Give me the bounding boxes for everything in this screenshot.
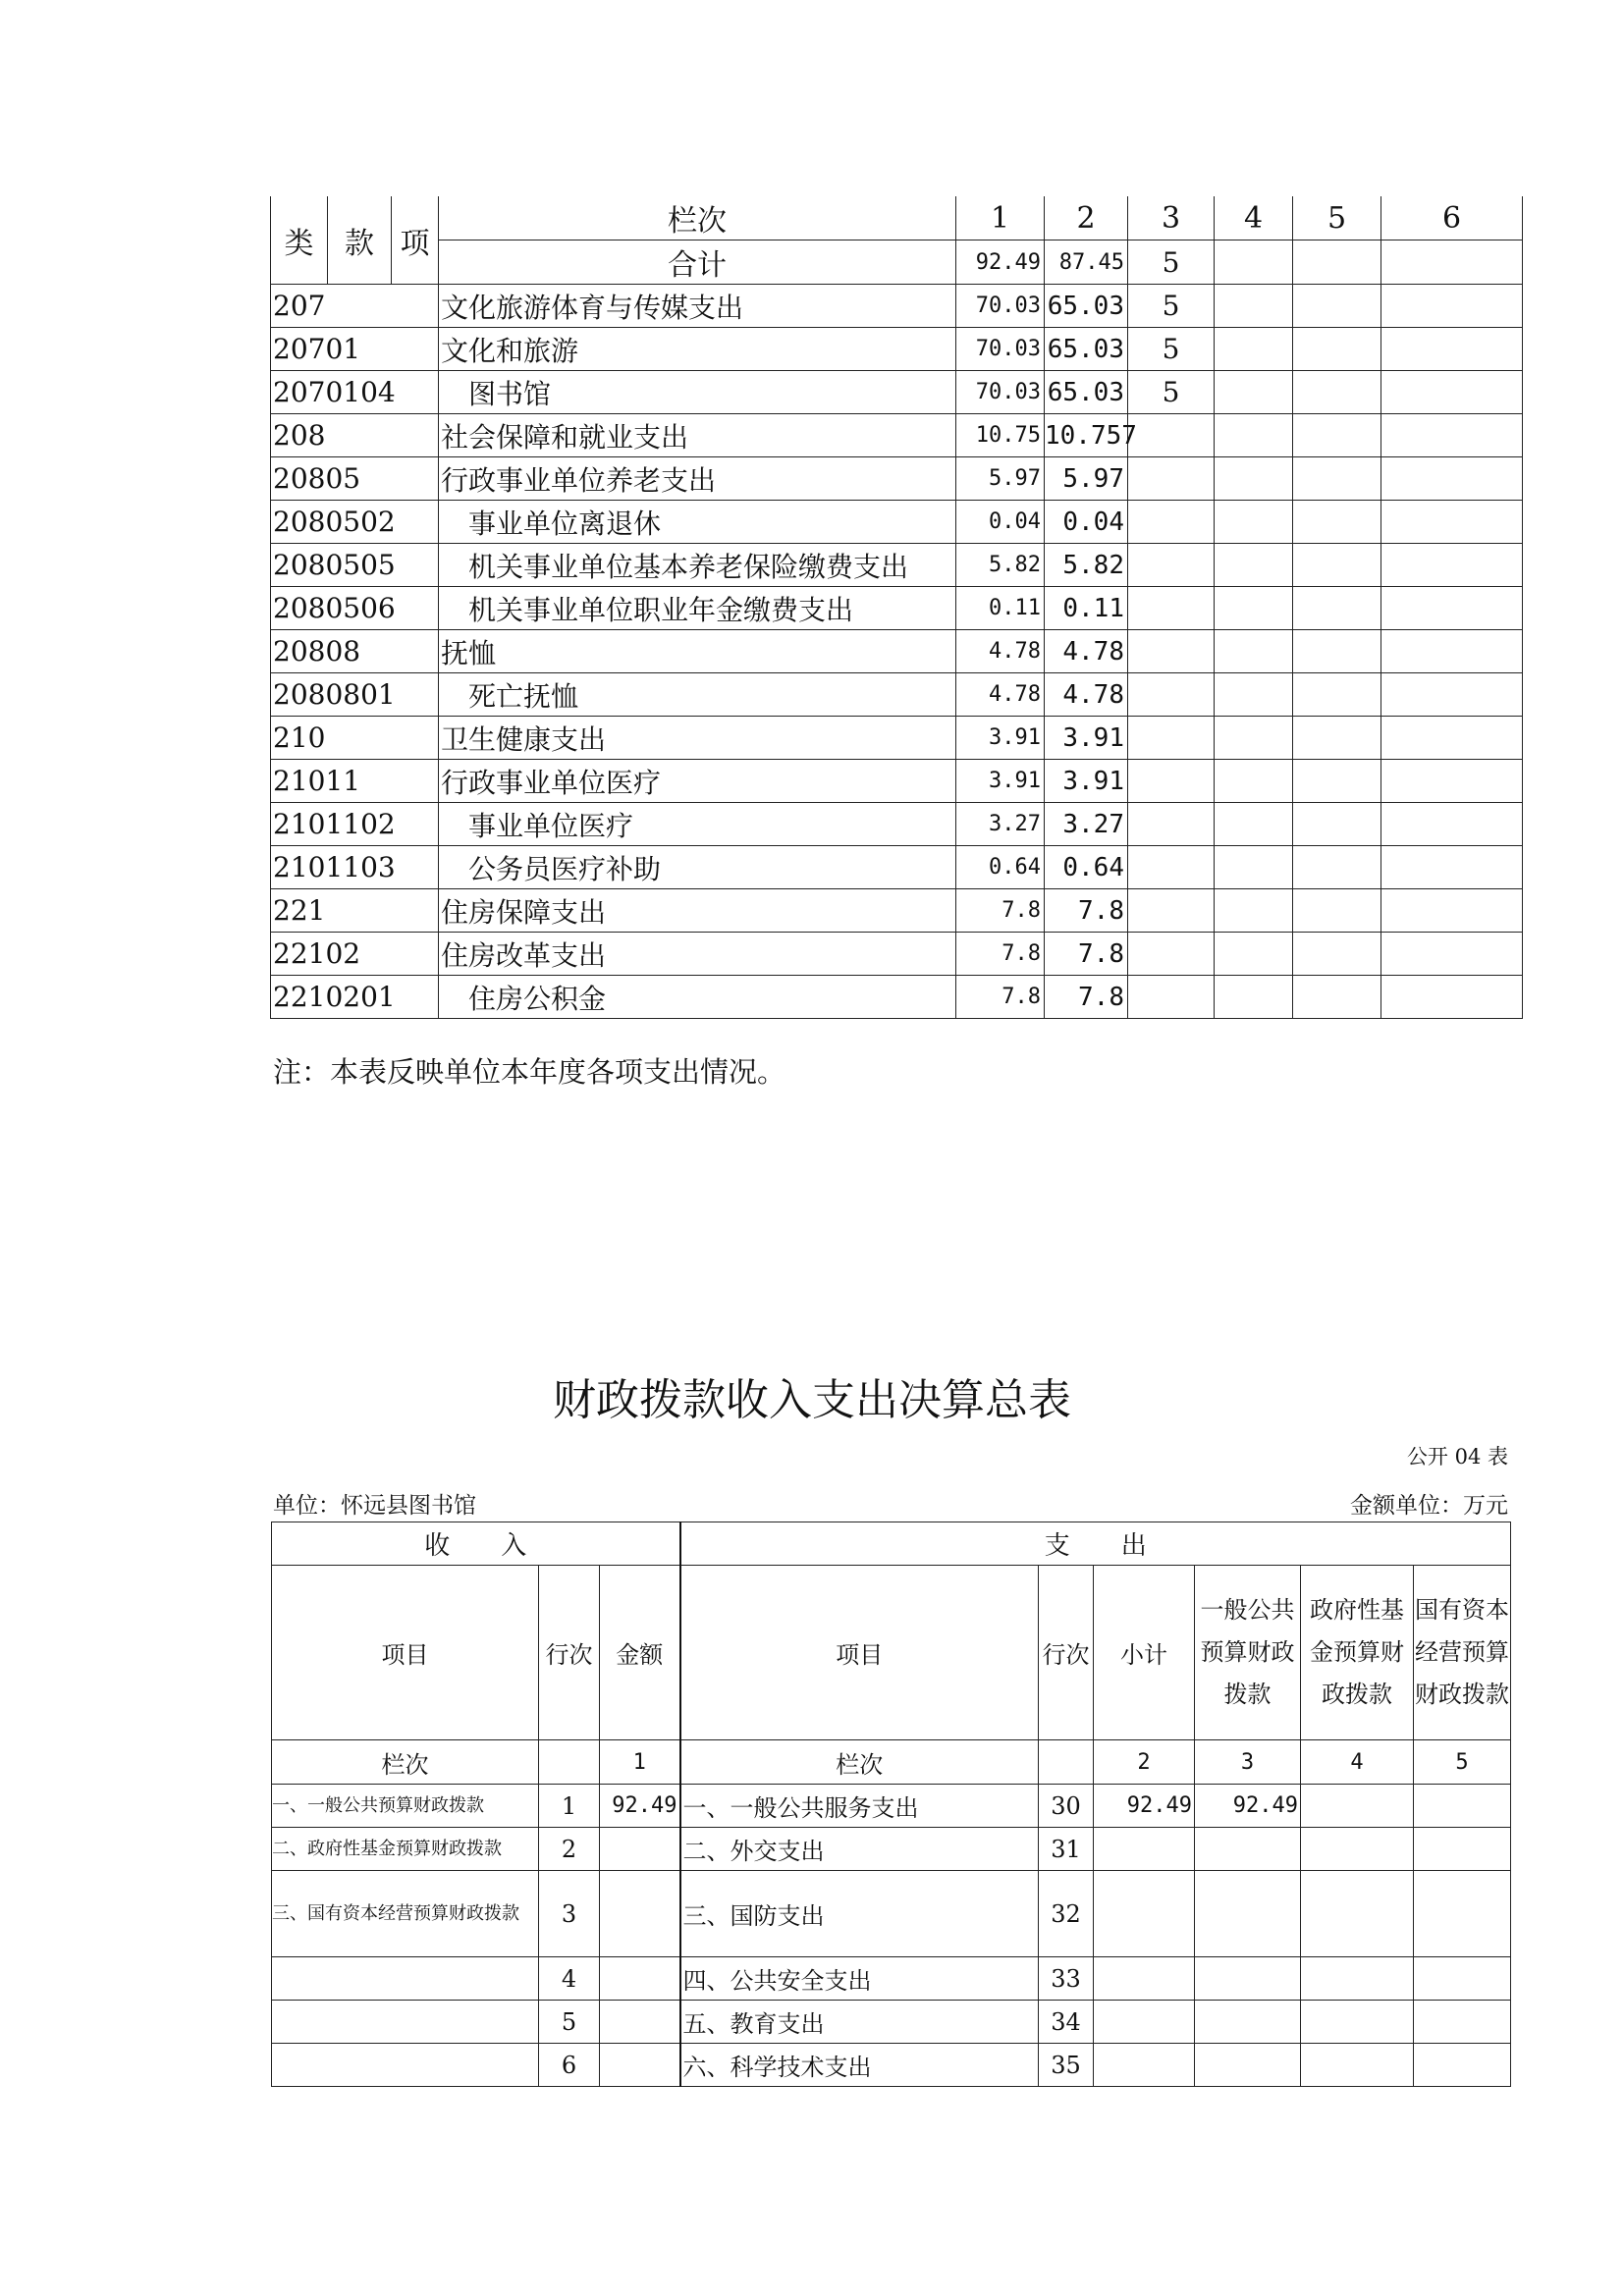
income-line-no: 3 <box>539 1871 600 1957</box>
table-row <box>272 1871 1511 1957</box>
income-line-no: 2 <box>539 1828 600 1871</box>
expense-general <box>1195 2001 1301 2044</box>
expense-line-no: 33 <box>1039 1957 1094 2001</box>
row-code: 22102 <box>271 933 439 976</box>
row-value-2: 4.78 <box>1045 673 1128 717</box>
row-value-1: 7.8 <box>956 889 1045 933</box>
row-value-1: 5.82 <box>956 544 1045 587</box>
expense-item: 一、一般公共服务支出 <box>680 1785 1039 1828</box>
expense-fund <box>1301 1828 1414 1871</box>
row-value-5 <box>1293 846 1381 889</box>
money-unit-label: 金额单位：万元 <box>1350 1493 1508 1519</box>
expense-general <box>1195 1957 1301 2001</box>
income-amount <box>600 1828 680 1871</box>
income-item: 一、一般公共预算财政拨款 <box>272 1785 539 1828</box>
total-value <box>1293 240 1381 285</box>
row-value-1: 10.75 <box>956 414 1045 457</box>
row-value-6 <box>1381 673 1523 717</box>
row-value-3 <box>1128 933 1215 976</box>
row-code: 2101103 <box>271 846 439 889</box>
table-row <box>271 285 1523 328</box>
expense-subtotal <box>1094 1957 1195 2001</box>
col-amount: 金额 <box>600 1566 680 1740</box>
table-row <box>271 933 1523 976</box>
row-value-5 <box>1293 673 1381 717</box>
table-row <box>271 976 1523 1019</box>
row-value-1: 7.8 <box>956 933 1045 976</box>
expense-subtotal: 92.49 <box>1094 1785 1195 1828</box>
table-row <box>271 846 1523 889</box>
header-col: 4 <box>1215 196 1293 240</box>
row-name: 事业单位离退休 <box>439 501 956 544</box>
row-code: 207 <box>271 285 439 328</box>
header-col: 1 <box>956 196 1045 240</box>
row-value-2: 3.91 <box>1045 760 1128 803</box>
row-value-6 <box>1381 717 1523 760</box>
row-value-1: 4.78 <box>956 630 1045 673</box>
income-amount <box>600 2001 680 2044</box>
row-value-1: 3.27 <box>956 803 1045 846</box>
row-name: 抚恤 <box>439 630 956 673</box>
table-row <box>271 587 1523 630</box>
header-col: 5 <box>1293 196 1381 240</box>
row-code: 221 <box>271 889 439 933</box>
expense-line-no: 32 <box>1039 1871 1094 1957</box>
row-value-4 <box>1215 889 1293 933</box>
table-row <box>272 1828 1511 1871</box>
row-value-5 <box>1293 630 1381 673</box>
table-row <box>271 673 1523 717</box>
row-value-5 <box>1293 285 1381 328</box>
row-value-2: 65.03 <box>1045 285 1128 328</box>
row-name: 公务员医疗补助 <box>439 846 956 889</box>
row-value-2: 65.03 <box>1045 328 1128 371</box>
row-value-6 <box>1381 414 1523 457</box>
table-row <box>272 2001 1511 2044</box>
lanci-cell <box>1039 1740 1094 1785</box>
row-value-6 <box>1381 328 1523 371</box>
unit-label: 单位：怀远县图书馆 <box>273 1493 476 1519</box>
row-value-6 <box>1381 457 1523 501</box>
income-amount: 92.49 <box>600 1785 680 1828</box>
lanci-num: 5 <box>1414 1740 1511 1785</box>
row-value-6 <box>1381 933 1523 976</box>
income-line-no: 1 <box>539 1785 600 1828</box>
header-col: 3 <box>1128 196 1215 240</box>
table-row <box>271 457 1523 501</box>
lanci-cell <box>539 1740 600 1785</box>
expense-fund <box>1301 2044 1414 2087</box>
row-name: 社会保障和就业支出 <box>439 414 956 457</box>
row-value-4 <box>1215 673 1293 717</box>
row-value-5 <box>1293 414 1381 457</box>
row-value-5 <box>1293 457 1381 501</box>
row-value-3 <box>1128 760 1215 803</box>
col-item: 项目 <box>272 1566 539 1740</box>
expense-general <box>1195 1828 1301 1871</box>
row-value-2: 5.82 <box>1045 544 1128 587</box>
row-value-6 <box>1381 630 1523 673</box>
expense-state <box>1414 1785 1511 1828</box>
lanci-num: 3 <box>1195 1740 1301 1785</box>
row-value-6 <box>1381 889 1523 933</box>
row-value-1: 7.8 <box>956 976 1045 1019</box>
row-value-5 <box>1293 544 1381 587</box>
row-value-5 <box>1293 717 1381 760</box>
row-value-4 <box>1215 933 1293 976</box>
row-value-4 <box>1215 414 1293 457</box>
income-item <box>272 2001 539 2044</box>
row-value-6 <box>1381 285 1523 328</box>
row-value-4 <box>1215 846 1293 889</box>
table-row <box>272 1785 1511 1828</box>
row-value-3 <box>1128 544 1215 587</box>
row-code: 2080505 <box>271 544 439 587</box>
row-value-2: 10.757 <box>1045 414 1128 457</box>
expense-state <box>1414 2044 1511 2087</box>
row-value-3: 5 <box>1128 285 1215 328</box>
row-value-5 <box>1293 933 1381 976</box>
row-value-2: 5.97 <box>1045 457 1128 501</box>
expense-line-no: 35 <box>1039 2044 1094 2087</box>
row-value-3 <box>1128 803 1215 846</box>
expense-subtotal <box>1094 1828 1195 1871</box>
row-value-1: 3.91 <box>956 760 1045 803</box>
row-value-6 <box>1381 371 1523 414</box>
row-value-4 <box>1215 501 1293 544</box>
income-line-no: 4 <box>539 1957 600 2001</box>
col-subtotal: 小计 <box>1094 1566 1195 1740</box>
expense-item: 五、教育支出 <box>680 2001 1039 2044</box>
row-value-3 <box>1128 630 1215 673</box>
row-value-4 <box>1215 587 1293 630</box>
header-col: 6 <box>1381 196 1523 240</box>
row-code: 20805 <box>271 457 439 501</box>
row-name: 住房保障支出 <box>439 889 956 933</box>
total-value <box>1215 240 1293 285</box>
header-lei: 类 <box>271 196 328 285</box>
row-value-4 <box>1215 371 1293 414</box>
col-general: 一般公共预算财政拨款 <box>1195 1566 1301 1740</box>
row-value-1: 70.03 <box>956 328 1045 371</box>
row-value-1: 3.91 <box>956 717 1045 760</box>
income-header: 收 入 <box>272 1522 680 1566</box>
expense-general: 92.49 <box>1195 1785 1301 1828</box>
row-name: 卫生健康支出 <box>439 717 956 760</box>
expense-item: 三、国防支出 <box>680 1871 1039 1957</box>
row-code: 208 <box>271 414 439 457</box>
income-amount <box>600 1871 680 1957</box>
total-label: 合计 <box>439 240 956 285</box>
total-value: 92.49 <box>956 240 1045 285</box>
expense-state <box>1414 1828 1511 1871</box>
income-item: 三、国有资本经营预算财政拨款 <box>272 1871 539 1957</box>
expense-item: 二、外交支出 <box>680 1828 1039 1871</box>
income-amount <box>600 1957 680 2001</box>
expense-state <box>1414 1957 1511 2001</box>
table-row <box>271 414 1523 457</box>
row-value-5 <box>1293 889 1381 933</box>
lanci-num: 2 <box>1094 1740 1195 1785</box>
row-value-5 <box>1293 371 1381 414</box>
expense-fund <box>1301 1871 1414 1957</box>
expense-fund <box>1301 1957 1414 2001</box>
lanci-label: 栏次 <box>680 1740 1039 1785</box>
row-value-2: 0.11 <box>1045 587 1128 630</box>
row-value-6 <box>1381 846 1523 889</box>
row-name: 文化旅游体育与传媒支出 <box>439 285 956 328</box>
row-value-6 <box>1381 976 1523 1019</box>
row-value-3 <box>1128 501 1215 544</box>
expense-item: 四、公共安全支出 <box>680 1957 1039 2001</box>
row-value-4 <box>1215 630 1293 673</box>
row-name: 事业单位医疗 <box>439 803 956 846</box>
row-value-4 <box>1215 717 1293 760</box>
row-value-2: 0.04 <box>1045 501 1128 544</box>
table-code: 公开 04 表 <box>1406 1445 1508 1468</box>
table-row <box>272 2044 1511 2087</box>
row-value-1: 5.97 <box>956 457 1045 501</box>
expense-fund <box>1301 1785 1414 1828</box>
table-row <box>271 630 1523 673</box>
row-name: 机关事业单位基本养老保险缴费支出 <box>439 544 956 587</box>
row-code: 20808 <box>271 630 439 673</box>
row-value-3 <box>1128 414 1215 457</box>
income-line-no: 5 <box>539 2001 600 2044</box>
row-value-2: 65.03 <box>1045 371 1128 414</box>
row-value-5 <box>1293 328 1381 371</box>
total-value: 5 <box>1128 240 1215 285</box>
row-value-1: 0.11 <box>956 587 1045 630</box>
row-value-3 <box>1128 587 1215 630</box>
table-row <box>271 371 1523 414</box>
expense-fund <box>1301 2001 1414 2044</box>
table-row <box>272 1957 1511 2001</box>
row-value-4 <box>1215 976 1293 1019</box>
row-value-1: 4.78 <box>956 673 1045 717</box>
row-value-6 <box>1381 760 1523 803</box>
row-value-3: 5 <box>1128 371 1215 414</box>
row-value-6 <box>1381 803 1523 846</box>
table-row <box>271 760 1523 803</box>
row-value-1: 70.03 <box>956 285 1045 328</box>
row-value-4 <box>1215 760 1293 803</box>
header-kuan: 款 <box>328 196 392 285</box>
row-code: 21011 <box>271 760 439 803</box>
lanci-num: 1 <box>600 1740 680 1785</box>
row-value-4 <box>1215 544 1293 587</box>
row-value-4 <box>1215 803 1293 846</box>
row-value-6 <box>1381 544 1523 587</box>
header-col: 2 <box>1045 196 1128 240</box>
col-hangci: 行次 <box>1039 1566 1094 1740</box>
row-name: 图书馆 <box>439 371 956 414</box>
row-value-3 <box>1128 846 1215 889</box>
table-row <box>271 717 1523 760</box>
row-name: 文化和旅游 <box>439 328 956 371</box>
col-item: 项目 <box>680 1566 1039 1740</box>
row-value-3 <box>1128 889 1215 933</box>
row-code: 2210201 <box>271 976 439 1019</box>
row-value-5 <box>1293 587 1381 630</box>
row-value-3 <box>1128 457 1215 501</box>
row-value-2: 3.27 <box>1045 803 1128 846</box>
row-value-1: 70.03 <box>956 371 1045 414</box>
row-name: 住房改革支出 <box>439 933 956 976</box>
row-value-2: 7.8 <box>1045 889 1128 933</box>
row-value-3 <box>1128 717 1215 760</box>
income-item: 二、政府性基金预算财政拨款 <box>272 1828 539 1871</box>
expense-general <box>1195 2044 1301 2087</box>
table-row <box>271 803 1523 846</box>
expense-general <box>1195 1871 1301 1957</box>
income-item <box>272 1957 539 2001</box>
income-item <box>272 2044 539 2087</box>
row-value-6 <box>1381 587 1523 630</box>
table-row <box>271 889 1523 933</box>
total-value <box>1381 240 1523 285</box>
row-value-4 <box>1215 457 1293 501</box>
expense-subtotal <box>1094 1871 1195 1957</box>
row-code: 2080506 <box>271 587 439 630</box>
col-state: 国有资本经营预算财政拨款 <box>1414 1566 1511 1740</box>
expense-subtotal <box>1094 2044 1195 2087</box>
expense-state <box>1414 2001 1511 2044</box>
lanci-num: 4 <box>1301 1740 1414 1785</box>
col-fund: 政府性基金预算财政拨款 <box>1301 1566 1414 1740</box>
expense-line-no: 30 <box>1039 1785 1094 1828</box>
table-row <box>271 544 1523 587</box>
row-value-4 <box>1215 285 1293 328</box>
row-code: 210 <box>271 717 439 760</box>
row-name: 行政事业单位养老支出 <box>439 457 956 501</box>
row-name: 行政事业单位医疗 <box>439 760 956 803</box>
row-value-3: 5 <box>1128 328 1215 371</box>
row-value-2: 7.8 <box>1045 976 1128 1019</box>
row-code: 2070104 <box>271 371 439 414</box>
row-value-3 <box>1128 976 1215 1019</box>
row-value-1: 0.64 <box>956 846 1045 889</box>
table-row <box>271 501 1523 544</box>
header-lanci: 栏次 <box>439 196 956 240</box>
lanci-label: 栏次 <box>272 1740 539 1785</box>
income-line-no: 6 <box>539 2044 600 2087</box>
expense-header: 支 出 <box>680 1522 1511 1566</box>
row-code: 2101102 <box>271 803 439 846</box>
row-name: 住房公积金 <box>439 976 956 1019</box>
row-name: 死亡抚恤 <box>439 673 956 717</box>
table-note: 注：本表反映单位本年度各项支出情况。 <box>273 1055 786 1089</box>
row-name: 机关事业单位职业年金缴费支出 <box>439 587 956 630</box>
total-value: 87.45 <box>1045 240 1128 285</box>
row-code: 2080502 <box>271 501 439 544</box>
income-amount <box>600 2044 680 2087</box>
expense-line-no: 31 <box>1039 1828 1094 1871</box>
row-value-2: 0.64 <box>1045 846 1128 889</box>
row-value-2: 3.91 <box>1045 717 1128 760</box>
row-value-2: 4.78 <box>1045 630 1128 673</box>
table-row <box>271 328 1523 371</box>
expense-item: 六、科学技术支出 <box>680 2044 1039 2087</box>
row-value-1: 0.04 <box>956 501 1045 544</box>
row-code: 2080801 <box>271 673 439 717</box>
fiscal-summary-table <box>271 1522 1511 2087</box>
col-hangci: 行次 <box>539 1566 600 1740</box>
row-value-5 <box>1293 976 1381 1019</box>
expense-line-no: 34 <box>1039 2001 1094 2044</box>
expense-subtotal <box>1094 2001 1195 2044</box>
header-xiang: 项 <box>392 196 439 285</box>
row-value-2: 7.8 <box>1045 933 1128 976</box>
row-value-5 <box>1293 501 1381 544</box>
row-value-3 <box>1128 673 1215 717</box>
page-title: 财政拨款收入支出决算总表 <box>553 1375 1071 1425</box>
row-code: 20701 <box>271 328 439 371</box>
row-value-6 <box>1381 501 1523 544</box>
row-value-5 <box>1293 760 1381 803</box>
row-value-4 <box>1215 328 1293 371</box>
expenditure-table <box>270 196 1523 1019</box>
row-value-5 <box>1293 803 1381 846</box>
expense-state <box>1414 1871 1511 1957</box>
